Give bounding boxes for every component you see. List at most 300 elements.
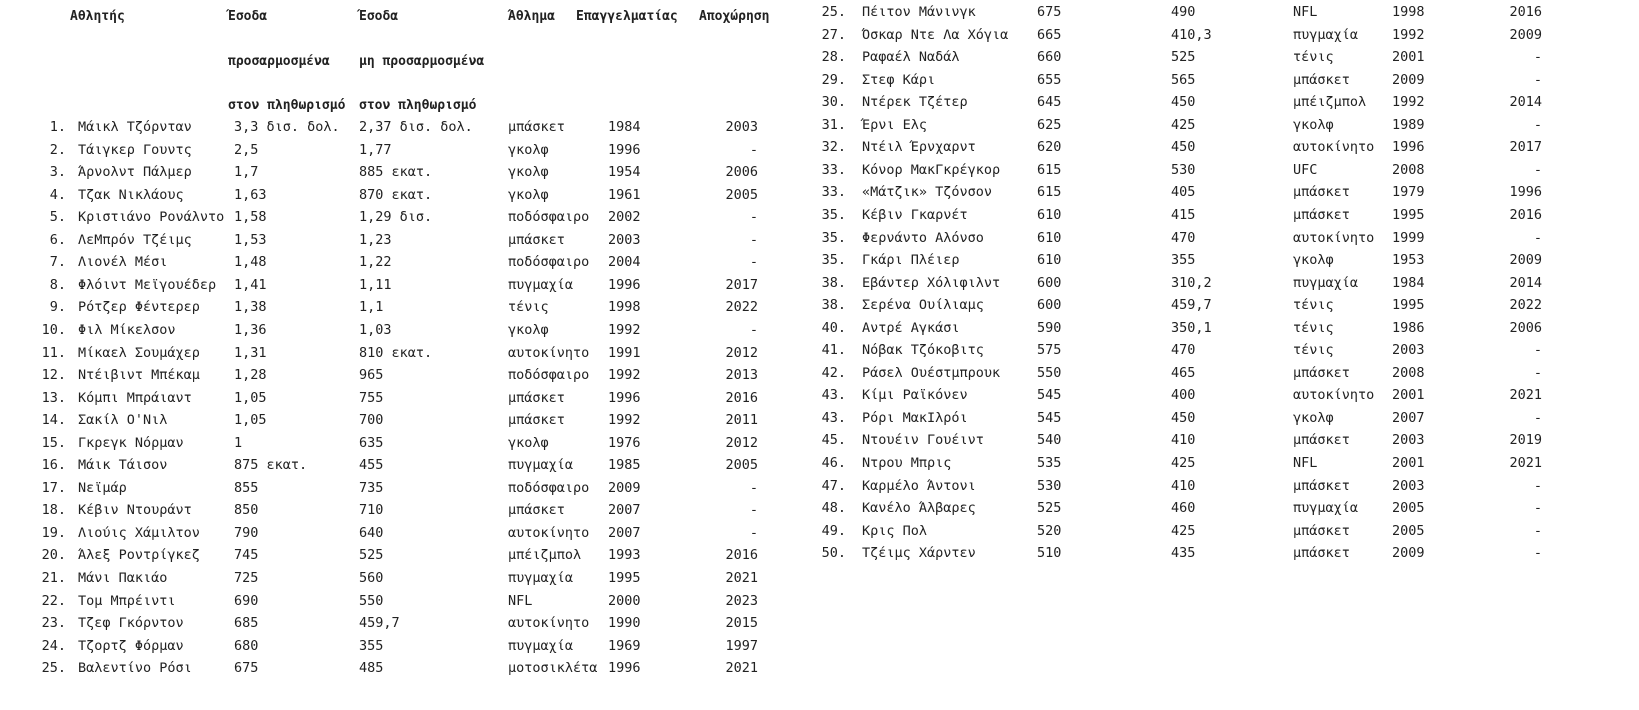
sport-cell: μπέιζμπολ: [508, 547, 582, 564]
table-row: [0, 121, 790, 143]
adjusted-income: 540: [1037, 432, 1062, 449]
table-row: [780, 522, 1630, 547]
pro-year: 2001: [1392, 387, 1425, 404]
sport-cell: μοτοσικλέτα: [508, 660, 598, 677]
pro-year: 1954: [608, 164, 641, 181]
sport-cell: αυτοκίνητο: [508, 344, 590, 361]
table-row: [0, 572, 790, 594]
athlete-name: Άλεξ Ροντρίγκεζ: [78, 547, 200, 564]
nominal-income: 410: [1171, 477, 1196, 494]
rank-cell: 13.: [41, 389, 66, 406]
nominal-income: 885 εκατ.: [359, 164, 433, 181]
adjusted-income: 1,7: [234, 164, 259, 181]
athlete-name: Κέβιν Ντουράντ: [78, 502, 192, 519]
table-row: [780, 364, 1630, 389]
sport-cell: γκολφ: [508, 186, 549, 203]
nominal-income: 450: [1171, 94, 1196, 111]
athlete-name: Ντέιλ Έρνχαρντ: [862, 139, 976, 156]
rank-cell: 35.: [821, 229, 846, 246]
rank-cell: 16.: [41, 457, 66, 474]
retire-year: -: [1533, 229, 1542, 246]
nominal-income: 310,2: [1171, 274, 1212, 291]
rank-cell: 43.: [821, 387, 846, 404]
retire-year: 2012: [725, 434, 758, 451]
retire-year: -: [749, 209, 758, 226]
rank-cell: 22.: [41, 592, 66, 609]
table-row: [0, 479, 790, 504]
retire-year: 2021: [725, 570, 758, 586]
retire-year: -: [1533, 71, 1542, 88]
table-row: [780, 229, 1630, 254]
adjusted-income: 655: [1037, 71, 1062, 88]
rank-cell: 3.: [49, 164, 66, 181]
sport-cell: μπάσκετ: [1293, 71, 1350, 88]
sport-cell: πυγμαχία: [1293, 274, 1359, 291]
nominal-income: 355: [359, 637, 384, 654]
rank-cell: 28.: [821, 49, 846, 66]
retire-year: 1996: [1509, 184, 1542, 201]
sport-cell: πυγμαχία: [508, 637, 574, 654]
retire-year: -: [749, 479, 758, 496]
nominal-income: 465: [1171, 364, 1196, 381]
athlete-name: Κρις Πολ: [862, 522, 928, 539]
nominal-income: 410,3: [1171, 26, 1212, 43]
adjusted-income: 1,58: [234, 209, 267, 226]
table-row: [780, 344, 1630, 366]
rank-cell: 27.: [821, 26, 846, 43]
retire-year: 2009: [1509, 252, 1542, 269]
retire-year: -: [1533, 342, 1542, 359]
athlete-name: Όσκαρ Ντε Λα Χόγια: [862, 26, 1009, 43]
nominal-income: 1,29 δισ.: [359, 209, 433, 226]
pro-year: 2008: [1392, 364, 1425, 381]
athlete-name: Ντέιβιντ Μπέκαμ: [78, 367, 200, 384]
adjusted-income: 2,5: [234, 141, 259, 158]
table-row: [780, 274, 1630, 299]
nominal-income: 755: [359, 389, 384, 406]
sport-cell: τένις: [1293, 319, 1334, 336]
retire-year: 2014: [1509, 274, 1542, 291]
adjusted-income: 530: [1037, 477, 1062, 494]
pro-year: 1969: [608, 637, 641, 654]
table-row: [0, 166, 790, 188]
nominal-income: 410: [1171, 432, 1196, 449]
adjusted-income: 615: [1037, 161, 1062, 178]
rank-cell: 23.: [41, 615, 66, 632]
rank-cell: 17.: [41, 479, 66, 496]
table-row: [0, 276, 790, 301]
sport-cell: NFL: [1293, 4, 1318, 20]
nominal-income: 485: [359, 660, 384, 677]
pro-year: 1961: [608, 186, 641, 203]
retire-year: -: [1533, 500, 1542, 517]
sport-cell: μπάσκετ: [1293, 206, 1350, 223]
athlete-name: Γκρεγκ Νόρμαν: [78, 434, 184, 451]
pro-year: 1996: [1392, 139, 1425, 156]
rank-cell: 30.: [821, 94, 846, 111]
pro-year: 1995: [1392, 297, 1425, 314]
athlete-name: Βαλεντίνο Ρόσι: [78, 660, 192, 677]
sport-cell: πυγμαχία: [508, 457, 574, 474]
sport-cell: γκολφ: [1293, 409, 1334, 426]
rank-cell: 7.: [49, 254, 66, 271]
retire-year: 2006: [725, 164, 758, 181]
adjusted-income: 620: [1037, 139, 1062, 156]
athlete-name: Καρμέλο Άντονι: [862, 477, 976, 494]
sport-cell: ποδόσφαιρο: [508, 367, 590, 384]
header-adjusted-line3: στον πληθωρισμό: [228, 98, 346, 113]
rank-cell: 9.: [49, 299, 66, 316]
table-row: [780, 26, 1630, 51]
sport-cell: πυγμαχία: [1293, 500, 1359, 517]
retire-year: 2017: [725, 276, 758, 293]
adjusted-income: 520: [1037, 522, 1062, 539]
nominal-income: 490: [1171, 4, 1196, 20]
sport-cell: μπάσκετ: [508, 231, 565, 248]
pro-year: 1979: [1392, 184, 1425, 201]
athlete-name: ΛεΜπρόν Τζέιμς: [78, 231, 192, 248]
nominal-income: 1,22: [359, 254, 392, 271]
pro-year: 2003: [1392, 477, 1425, 494]
sport-cell: NFL: [508, 592, 533, 609]
rank-cell: 24.: [41, 637, 66, 654]
table-row: [0, 369, 790, 391]
athlete-name: Κριστιάνο Ρονάλντο: [78, 209, 225, 226]
retire-year: 2014: [1509, 94, 1542, 111]
sport-cell: ποδόσφαιρο: [508, 254, 590, 271]
athlete-name: Μάικλ Τζόρνταν: [78, 119, 192, 135]
table-row: [0, 321, 790, 346]
pro-year: 1992: [1392, 94, 1425, 111]
nominal-income: 459,7: [359, 615, 400, 632]
retire-year: 2017: [1509, 139, 1542, 156]
pro-year: 1985: [608, 457, 641, 474]
adjusted-income: 850: [234, 502, 259, 519]
adjusted-income: 1,38: [234, 299, 267, 316]
rank-cell: 48.: [821, 500, 846, 517]
rank-cell: 33.: [821, 161, 846, 178]
retire-year: -: [1533, 364, 1542, 381]
adjusted-income: 590: [1037, 319, 1062, 336]
pro-year: 1995: [608, 570, 641, 586]
rank-cell: 11.: [41, 344, 66, 361]
rank-cell: 15.: [41, 434, 66, 451]
retire-year: 2022: [1509, 297, 1542, 314]
header-athlete: Αθλητής: [70, 9, 125, 24]
pro-year: 1992: [608, 412, 641, 429]
retire-year: 2003: [725, 119, 758, 135]
rank-cell: 2.: [49, 141, 66, 158]
nominal-income: 565: [1171, 71, 1196, 88]
retire-year: -: [1533, 49, 1542, 66]
pro-year: 2007: [1392, 409, 1425, 426]
sport-cell: μπάσκετ: [508, 412, 565, 429]
nominal-income: 460: [1171, 500, 1196, 517]
retire-year: -: [749, 321, 758, 338]
table-row: [780, 434, 1630, 456]
nominal-income: 640: [359, 524, 384, 541]
athlete-name: Φλόιντ Μεϊγουέδερ: [78, 276, 217, 293]
pro-year: 1992: [608, 321, 641, 338]
sport-cell: γκολφ: [508, 434, 549, 451]
rank-cell: 31.: [821, 116, 846, 133]
nominal-income: 450: [1171, 409, 1196, 426]
retire-year: 2022: [725, 299, 758, 316]
retire-year: -: [749, 502, 758, 519]
retire-year: 2005: [725, 186, 758, 203]
retire-year: 2005: [725, 457, 758, 474]
rank-cell: 43.: [821, 409, 846, 426]
athlete-name: Έρνι Ελς: [862, 116, 928, 133]
sport-cell: μπάσκετ: [1293, 364, 1350, 381]
nominal-income: 350,1: [1171, 319, 1212, 336]
retire-year: -: [749, 524, 758, 541]
pro-year: 2007: [608, 502, 641, 519]
pro-year: 2009: [1392, 545, 1425, 562]
retire-year: 2016: [725, 547, 758, 564]
pro-year: 2005: [1392, 522, 1425, 539]
pro-year: 2002: [608, 209, 641, 226]
nominal-income: 355: [1171, 252, 1196, 269]
sport-cell: αυτοκίνητο: [1293, 229, 1375, 246]
nominal-income: 560: [359, 570, 384, 586]
athlete-name: Ρόρι ΜακΙλρόι: [862, 409, 968, 426]
nominal-income: 470: [1171, 229, 1196, 246]
nominal-income: 425: [1171, 455, 1196, 471]
adjusted-income: 855: [234, 479, 259, 496]
rank-cell: 47.: [821, 477, 846, 494]
pro-year: 1990: [608, 615, 641, 632]
table-row: [780, 141, 1630, 163]
adjusted-income: 1,48: [234, 254, 267, 271]
sport-cell: αυτοκίνητο: [1293, 387, 1375, 404]
rank-cell: 10.: [41, 321, 66, 338]
adjusted-income: 725: [234, 570, 259, 586]
table-row: [780, 502, 1630, 524]
nominal-income: 425: [1171, 116, 1196, 133]
adjusted-income: 1,28: [234, 367, 267, 384]
pro-year: 2009: [1392, 71, 1425, 88]
nominal-income: 1,11: [359, 276, 392, 293]
sport-cell: NFL: [1293, 455, 1318, 471]
adjusted-income: 600: [1037, 297, 1062, 314]
table-row: [0, 414, 790, 436]
athlete-name: Στεφ Κάρι: [862, 71, 936, 88]
retire-year: 2021: [1509, 455, 1542, 471]
rank-cell: 5.: [49, 209, 66, 226]
retire-year: 2016: [1509, 206, 1542, 223]
sport-cell: τένις: [1293, 342, 1334, 359]
sport-cell: αυτοκίνητο: [508, 615, 590, 632]
rank-cell: 45.: [821, 432, 846, 449]
adjusted-income: 690: [234, 592, 259, 609]
table-row: [0, 231, 790, 256]
table-row: [780, 389, 1630, 411]
athlete-name: Κανέλο Άλβαρες: [862, 500, 976, 517]
adjusted-income: 550: [1037, 364, 1062, 381]
athlete-name: Κόνορ ΜακΓκρέγκορ: [862, 161, 1001, 178]
retire-year: -: [1533, 161, 1542, 178]
athlete-name: Τζέιμς Χάρντεν: [862, 545, 976, 562]
nominal-income: 1,1: [359, 299, 384, 316]
retire-year: 2009: [1509, 26, 1542, 43]
table-row: [780, 547, 1630, 569]
athlete-name: Μίκαελ Σουμάχερ: [78, 344, 200, 361]
athlete-name: «Μάτζικ» Τζόνσον: [862, 184, 993, 201]
sport-cell: πυγμαχία: [508, 276, 574, 293]
pro-year: 2003: [1392, 342, 1425, 359]
retire-year: 2021: [1509, 387, 1542, 404]
adjusted-income: 665: [1037, 26, 1062, 43]
table-row: [0, 459, 790, 481]
pro-year: 1993: [608, 547, 641, 564]
retire-year: 2019: [1509, 432, 1542, 449]
retire-year: 2016: [725, 389, 758, 406]
adjusted-income: 660: [1037, 49, 1062, 66]
athlete-name: Λιονέλ Μέσι: [78, 254, 168, 271]
nominal-income: 550: [359, 592, 384, 609]
table-row: [780, 116, 1630, 141]
rank-cell: 20.: [41, 547, 66, 564]
table-row: [0, 662, 790, 684]
table-row: [780, 186, 1630, 208]
athlete-name: Σερένα Ουίλιαμς: [862, 297, 984, 314]
rank-cell: 29.: [821, 71, 846, 88]
athlete-name: Γκάρι Πλέιερ: [862, 252, 960, 269]
adjusted-income: 610: [1037, 206, 1062, 223]
nominal-income: 405: [1171, 184, 1196, 201]
adjusted-income: 1,53: [234, 231, 267, 248]
table-row: [780, 206, 1630, 231]
athlete-name: Ρότζερ Φέντερερ: [78, 299, 200, 316]
header-adjusted-line1: Έσοδα: [228, 9, 268, 24]
adjusted-income: 680: [234, 637, 259, 654]
pro-year: 1986: [1392, 319, 1425, 336]
adjusted-income: 1,36: [234, 321, 267, 338]
retire-year: -: [1533, 545, 1542, 562]
nominal-income: 735: [359, 479, 384, 496]
rank-cell: 50.: [821, 545, 846, 562]
athlete-name: Μάικ Τάισον: [78, 457, 168, 474]
pro-year: 1998: [608, 299, 641, 316]
nominal-income: 1,77: [359, 141, 392, 158]
pro-year: 2009: [608, 479, 641, 496]
sport-cell: μπάσκετ: [508, 119, 565, 135]
pro-year: 2000: [608, 592, 641, 609]
nominal-income: 425: [1171, 522, 1196, 539]
rank-cell: 1.: [49, 119, 66, 135]
table-row: [780, 161, 1630, 186]
pro-year: 1996: [608, 389, 641, 406]
retire-year: -: [749, 141, 758, 158]
sport-cell: μπέιζμπολ: [1293, 94, 1367, 111]
athlete-name: Τζορτζ Φόρμαν: [78, 637, 184, 654]
athlete-name: Ντρου Μπρις: [862, 455, 952, 471]
sport-cell: τένις: [1293, 297, 1334, 314]
athlete-name: Φερνάντο Αλόνσο: [862, 229, 984, 246]
adjusted-income: 625: [1037, 116, 1062, 133]
adjusted-income: 675: [234, 660, 259, 677]
sport-cell: μπάσκετ: [1293, 477, 1350, 494]
header-nonadjusted-line3: στον πληθωρισμό: [359, 98, 477, 113]
sport-cell: γκολφ: [1293, 116, 1334, 133]
rank-cell: 41.: [821, 342, 846, 359]
rank-cell: 46.: [821, 455, 846, 471]
header-sport: Άθλημα: [508, 9, 555, 24]
nominal-income: 470: [1171, 342, 1196, 359]
athlete-name: Κέβιν Γκαρνέτ: [862, 206, 968, 223]
pro-year: 2003: [1392, 432, 1425, 449]
adjusted-income: 685: [234, 615, 259, 632]
table-row: [0, 141, 790, 166]
table-row: [780, 51, 1630, 73]
table-row: [780, 299, 1630, 321]
pro-year: 1999: [1392, 229, 1425, 246]
athlete-name: Νόβακ Τζόκοβιτς: [862, 342, 984, 359]
sport-cell: τένις: [1293, 49, 1334, 66]
table-row: [0, 389, 790, 414]
retire-year: 2021: [725, 660, 758, 677]
table-row: [0, 434, 790, 459]
rank-cell: 38.: [821, 297, 846, 314]
sport-cell: γκολφ: [508, 141, 549, 158]
athlete-name: Αντρέ Αγκάσι: [862, 319, 960, 336]
adjusted-income: 610: [1037, 229, 1062, 246]
retire-year: -: [1533, 522, 1542, 539]
nominal-income: 710: [359, 502, 384, 519]
retire-year: -: [1533, 409, 1542, 426]
header-adjusted-line2: προσαρμοσμένα: [228, 54, 330, 69]
retire-year: 2012: [725, 344, 758, 361]
rank-cell: 18.: [41, 502, 66, 519]
table-row: [0, 186, 790, 211]
adjusted-income: 3,3 δισ. δολ.: [234, 119, 340, 135]
sport-cell: μπάσκετ: [1293, 522, 1350, 539]
nominal-income: 1,03: [359, 321, 392, 338]
athlete-name: Λιούις Χάμιλτον: [78, 524, 200, 541]
sport-cell: μπάσκετ: [508, 389, 565, 406]
athlete-name: Εβάντερ Χόλιφιλντ: [862, 274, 1001, 291]
adjusted-income: 615: [1037, 184, 1062, 201]
adjusted-income: 575: [1037, 342, 1062, 359]
adjusted-income: 545: [1037, 409, 1062, 426]
adjusted-income: 745: [234, 547, 259, 564]
retire-year: 2016: [1509, 4, 1542, 20]
pro-year: 1992: [608, 367, 641, 384]
nominal-income: 870 εκατ.: [359, 186, 433, 203]
pro-year: 1989: [1392, 116, 1425, 133]
sport-cell: ποδόσφαιρο: [508, 479, 590, 496]
athlete-name: Άρνολντ Πάλμερ: [78, 164, 192, 181]
adjusted-income: 535: [1037, 455, 1062, 471]
athlete-name: Τάιγκερ Γουντς: [78, 141, 192, 158]
table-row: [0, 617, 790, 639]
athlete-name: Νεϊμάρ: [78, 479, 127, 496]
adjusted-income: 1,41: [234, 276, 267, 293]
pro-year: 2004: [608, 254, 641, 271]
pro-year: 1992: [1392, 26, 1425, 43]
pro-year: 2003: [608, 231, 641, 248]
athlete-name: Πέιτον Μάνινγκ: [862, 4, 976, 20]
adjusted-income: 545: [1037, 387, 1062, 404]
athlete-name: Ράσελ Ουέστμπρουκ: [862, 364, 1001, 381]
retire-year: 2011: [725, 412, 758, 429]
retire-year: 2013: [725, 367, 758, 384]
rank-cell: 6.: [49, 231, 66, 248]
retire-year: -: [749, 254, 758, 271]
adjusted-income: 1,31: [234, 344, 267, 361]
nominal-income: 635: [359, 434, 384, 451]
